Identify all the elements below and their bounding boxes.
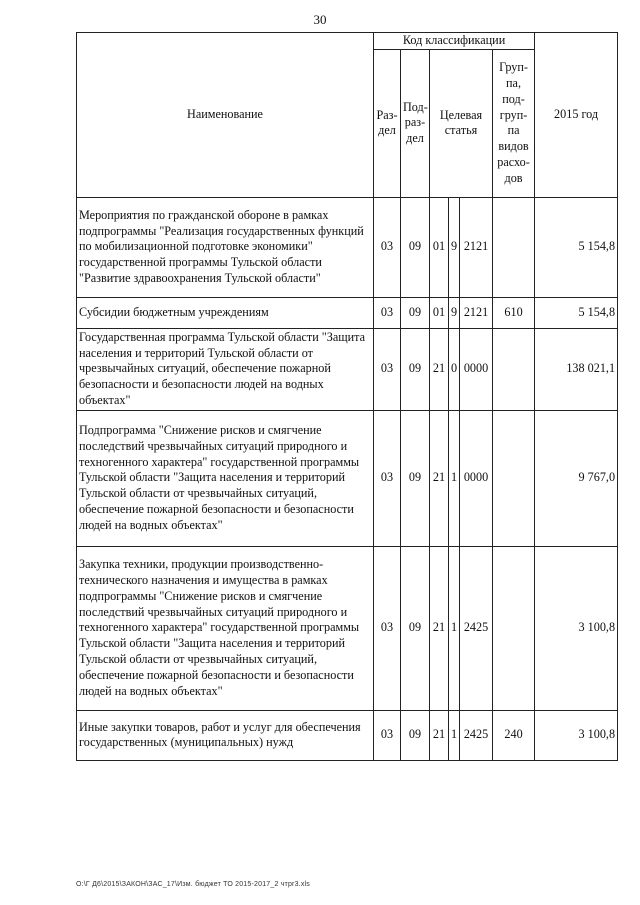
file-path-footer: O:\Г Д6\2015\ЗАКОН\ЗАС_17\Изм. бюджет ТО 2015-2017_2 чтpr3.xls bbox=[76, 881, 310, 888]
row-subsection: 09 bbox=[401, 328, 430, 410]
row-cs-program: 21 bbox=[430, 328, 449, 410]
row-subsection: 09 bbox=[401, 197, 430, 297]
table-row bbox=[77, 710, 618, 760]
row-section: 03 bbox=[374, 297, 401, 328]
row-amount: 138 021,1 bbox=[535, 328, 618, 410]
header-row-top bbox=[77, 33, 618, 50]
table-row bbox=[77, 546, 618, 710]
row-amount: 5 154,8 bbox=[535, 297, 618, 328]
row-expense-group bbox=[493, 410, 535, 546]
table-row bbox=[77, 297, 618, 328]
row-expense-group bbox=[493, 546, 535, 710]
row-expense-group bbox=[493, 197, 535, 297]
row-cs-direction: 2425 bbox=[460, 546, 493, 710]
row-name: Иные закупки товаров, работ и услуг для обеспечения государственных (муниципальных) нужд bbox=[77, 710, 374, 760]
row-section: 03 bbox=[374, 410, 401, 546]
row-cs-subprogram: 1 bbox=[449, 546, 460, 710]
row-cs-subprogram: 9 bbox=[449, 297, 460, 328]
row-cs-direction: 0000 bbox=[460, 328, 493, 410]
header-section: Раз- дел bbox=[374, 49, 401, 197]
row-name: Мероприятия по гражданской обороне в рамках подпрограммы "Реализация государственных функций по мобилизационной подготовке экономики" государственной программы Тульской области "Развитие здравоохранения Тульской области" bbox=[77, 197, 374, 297]
row-subsection: 09 bbox=[401, 410, 430, 546]
row-cs-program: 21 bbox=[430, 410, 449, 546]
header-classification-code: Код классификации bbox=[374, 33, 535, 50]
row-name: Субсидии бюджетным учреждениям bbox=[77, 297, 374, 328]
row-subsection: 09 bbox=[401, 546, 430, 710]
row-cs-program: 01 bbox=[430, 197, 449, 297]
row-amount: 9 767,0 bbox=[535, 410, 618, 546]
row-cs-program: 01 bbox=[430, 297, 449, 328]
row-cs-subprogram: 1 bbox=[449, 710, 460, 760]
row-amount: 5 154,8 bbox=[535, 197, 618, 297]
row-cs-direction: 2425 bbox=[460, 710, 493, 760]
row-section: 03 bbox=[374, 546, 401, 710]
row-name: Государственная программа Тульской области "Защита населения и территорий Тульской области от чрезвычайных ситуаций, обеспечение пожарной безопасности и безопасности людей на водных объектах" bbox=[77, 328, 374, 410]
header-target-article: Целевая статья bbox=[430, 49, 493, 197]
row-cs-direction: 2121 bbox=[460, 197, 493, 297]
row-amount: 3 100,8 bbox=[535, 546, 618, 710]
row-cs-subprogram: 1 bbox=[449, 410, 460, 546]
row-cs-direction: 0000 bbox=[460, 410, 493, 546]
row-cs-program: 21 bbox=[430, 546, 449, 710]
row-expense-group: 610 bbox=[493, 297, 535, 328]
header-expense-group: Груп- па, под- груп- па видов расхо- дов bbox=[493, 49, 535, 197]
row-cs-subprogram: 9 bbox=[449, 197, 460, 297]
row-cs-program: 21 bbox=[430, 710, 449, 760]
row-name: Закупка техники, продукции производственно-технического назначения и имущества в рамках подпрограммы "Снижение рисков и смягчение последствий чрезвычайных ситуаций природного и техногенного характера" государственной программы Тульской области "Защита населения и территорий Тульской области от чрезвычайных ситуаций, обеспечение пожарной безопасности и безопасности людей на водных объектах" bbox=[77, 546, 374, 710]
row-cs-subprogram: 0 bbox=[449, 328, 460, 410]
row-cs-direction: 2121 bbox=[460, 297, 493, 328]
row-expense-group bbox=[493, 328, 535, 410]
row-subsection: 09 bbox=[401, 297, 430, 328]
row-section: 03 bbox=[374, 197, 401, 297]
header-name: Наименование bbox=[77, 33, 374, 198]
header-subsection: Под- раз- дел bbox=[401, 49, 430, 197]
page-number: 30 bbox=[313, 12, 327, 27]
table-row bbox=[77, 328, 618, 410]
row-amount: 3 100,8 bbox=[535, 710, 618, 760]
row-name: Подпрограмма "Снижение рисков и смягчение последствий чрезвычайных ситуаций природного и техногенного характера" государственной программы Тульской области "Защита населения и территорий Тульской области от чрезвычайных ситуаций, обеспечение пожарной безопасности и безопасности людей на водных объектах" bbox=[77, 410, 374, 546]
table-row bbox=[77, 410, 618, 546]
row-section: 03 bbox=[374, 710, 401, 760]
row-subsection: 09 bbox=[401, 710, 430, 760]
row-expense-group: 240 bbox=[493, 710, 535, 760]
budget-table bbox=[76, 32, 618, 761]
header-year: 2015 год bbox=[535, 33, 618, 198]
table-row bbox=[77, 197, 618, 297]
row-section: 03 bbox=[374, 328, 401, 410]
